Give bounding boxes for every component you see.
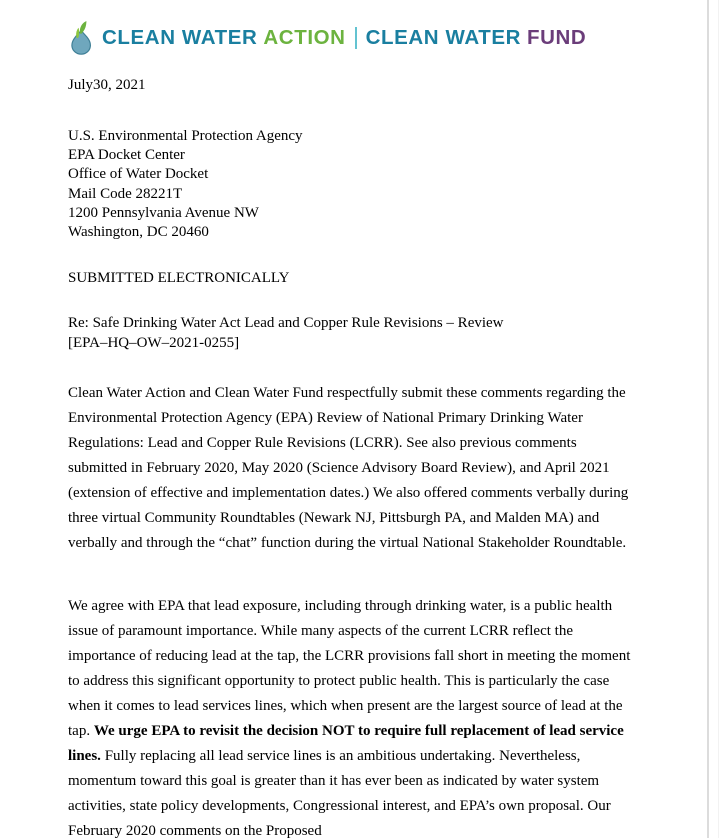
submitted-electronically-note: SUBMITTED ELECTRONICALLY xyxy=(68,269,290,286)
paragraph-2-emphasis: We urge EPA to revisit the decision NOT to require full replacement of lead service lines. xyxy=(68,722,624,764)
letter-date: July30, 2021 xyxy=(68,77,146,93)
page-edge-rule xyxy=(707,0,709,838)
logo-text-clean-water-fund-prefix: CLEAN WATER xyxy=(365,25,521,49)
logo-divider xyxy=(355,27,357,49)
address-line: 1200 Pennsylvania Avenue NW xyxy=(68,204,259,221)
body-paragraph-2 xyxy=(68,594,638,838)
logo-text-clean-water-action-prefix: CLEAN WATER xyxy=(102,25,258,49)
address-line: Washington, DC 20460 xyxy=(68,224,209,241)
logo-wordmark xyxy=(102,27,586,49)
address-line: U.S. Environmental Protection Agency xyxy=(68,127,303,144)
address-line: Mail Code 28221T xyxy=(68,185,183,202)
document-content xyxy=(68,0,638,838)
recipient-address-block xyxy=(68,127,638,243)
paragraph-2-text-before-emphasis: We agree with EPA that lead exposure, including through drinking water, is a public health issue of paramount importance. While many aspects of the current LCRR reflect the importance of reducing lead at the tap, the LCRR provisions fall short in meeting the moment to address this significant opportunity to protect public health. This is particularly the case when it comes to lead services lines, which when present are the largest source of lead at the tap. xyxy=(68,597,631,739)
water-droplet-leaf-icon xyxy=(68,21,94,55)
subject-reference-block xyxy=(68,314,638,353)
address-line: EPA Docket Center xyxy=(68,147,185,164)
body-paragraph-1: Clean Water Action and Clean Water Fund respectfully submit these comments regarding the Environmental Protection Agency (EPA) Review of National Primary Drinking Water Regulations: Lead and Copper Rule Revisions (LCRR). See also previous comments submitted in February 2020, May 2020 (Science Advisory Board Review), and April 2021 (extension of effective and implementation dates.) We also offered comments verbally during three virtual Community Roundtables (Newark NJ, Pittsburgh PA, and Malden MA) and verbally and through the “chat” function during the virtual National Stakeholder Roundtable. xyxy=(68,384,629,551)
letterhead-logo xyxy=(68,0,638,49)
logo-text-fund: FUND xyxy=(527,25,587,49)
docket-number: [EPA–HQ–OW–2021-0255] xyxy=(68,334,240,351)
subject-line: Re: Safe Drinking Water Act Lead and Copper Rule Revisions – Review xyxy=(68,315,504,332)
address-line: Office of Water Docket xyxy=(68,166,209,183)
logo-text-action: ACTION xyxy=(263,25,346,49)
paragraph-2-text-after-emphasis: Fully replacing all lead service lines is an ambitious undertaking. Nevertheless, momentum toward this goal is greater than it has ever been as indicated by water system activities, state policy developments, Congressional interest, and EPA’s own proposal. Our February 2020 comments on the Proposed xyxy=(68,747,611,838)
